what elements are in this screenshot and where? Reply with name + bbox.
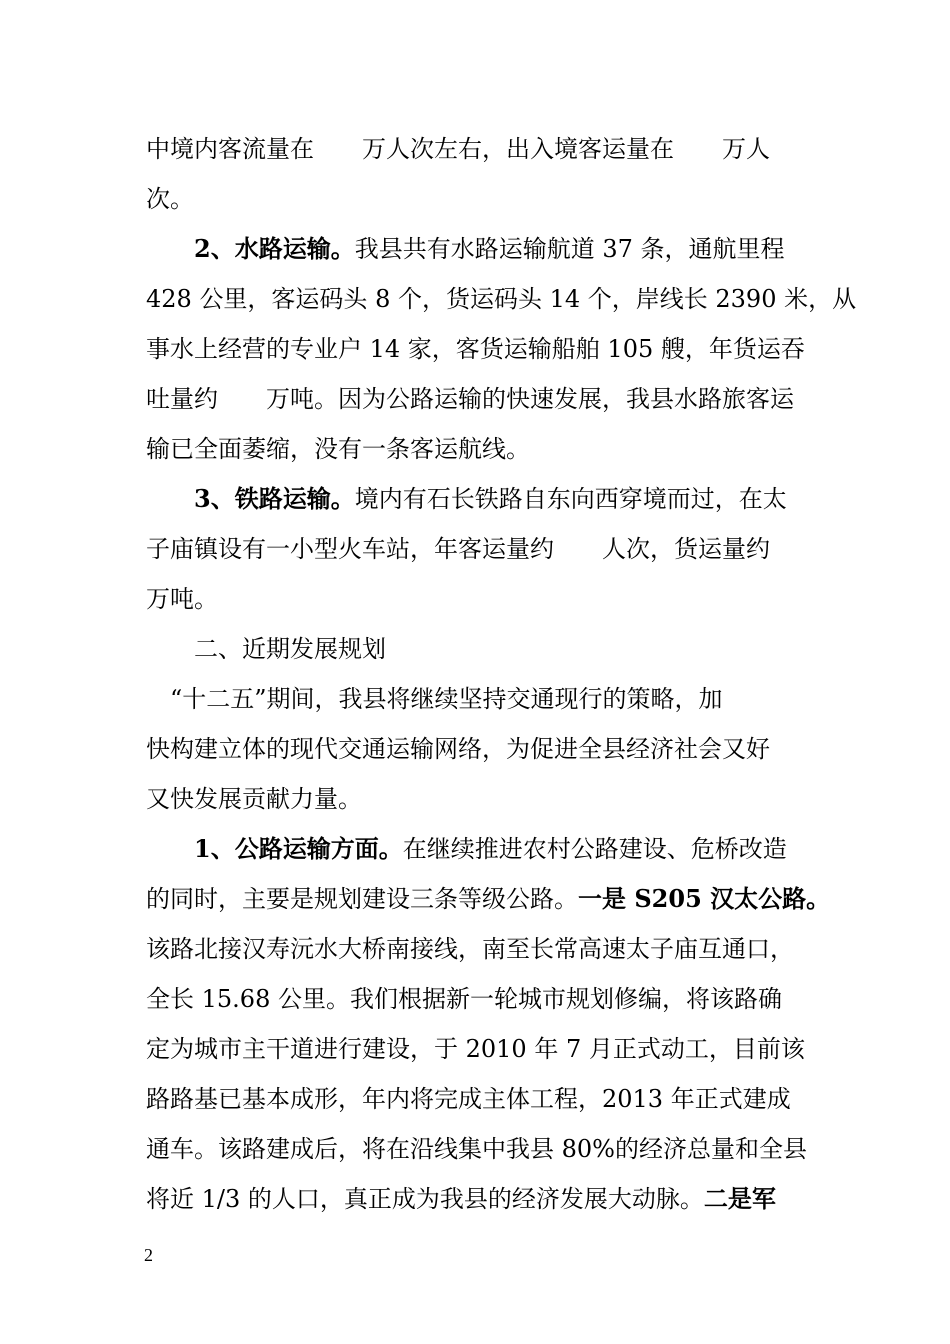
text-line xyxy=(146,724,818,774)
text-run: 定为城市主干道进行建设，于 2010 年 7 月正式动工，目前该 xyxy=(146,1035,805,1063)
text-line xyxy=(146,774,818,824)
text-run: 又快发展贡献力量。 xyxy=(146,785,362,813)
text-run: “十二五”期间，我县将继续坚持交通现行的策略，加 xyxy=(146,685,723,713)
text-line xyxy=(146,524,818,574)
text-line xyxy=(146,424,818,474)
text-line xyxy=(146,224,818,274)
bold-heading-run: 2、水路运输。 xyxy=(194,234,355,263)
text-run: 将近 1/3 的人口，真正成为我县的经济发展大动脉。 xyxy=(146,1185,704,1213)
text-run: 的同时，主要是规划建设三条等级公路。 xyxy=(146,885,578,913)
text-run: 通车。该路建成后，将在沿线集中我县 80%的经济总量和全县 xyxy=(146,1135,807,1163)
text-line xyxy=(146,974,818,1024)
text-line xyxy=(146,374,818,424)
page-number: 2 xyxy=(144,1245,153,1265)
bold-heading-run: 1、公路运输方面。 xyxy=(194,834,403,863)
text-run: 中境内客流量在 万人次左右，出入境客运量在 万人 xyxy=(146,135,770,163)
text-run: 万吨。 xyxy=(146,585,218,613)
text-run: 输已全面萎缩，没有一条客运航线。 xyxy=(146,435,530,463)
text-line xyxy=(146,824,818,874)
text-run: 我县共有水路运输航道 37 条，通航里程 xyxy=(354,235,785,263)
text-run: 路路基已基本成形，年内将完成主体工程，2013 年正式建成 xyxy=(146,1085,791,1113)
text-run xyxy=(146,835,194,863)
text-run: 二、近期发展规划 xyxy=(146,635,386,663)
text-run xyxy=(146,235,194,263)
text-line xyxy=(146,474,818,524)
text-line xyxy=(146,274,857,324)
text-run: 子庙镇设有一小型火车站，年客运量约 人次，货运量约 xyxy=(146,535,770,563)
bold-heading-run: 二是军 xyxy=(703,1184,776,1213)
text-run xyxy=(146,485,194,513)
text-run: 该路北接汉寿沅水大桥南接线，南至长常高速太子庙互通口， xyxy=(146,935,794,963)
bold-heading-run: 3、铁路运输。 xyxy=(194,484,355,513)
text-line xyxy=(146,324,818,374)
text-line xyxy=(146,1174,818,1224)
text-line xyxy=(146,924,818,974)
text-run: 428 公里，客运码头 8 个，货运码头 14 个，岸线长 2390 米，从 xyxy=(146,285,857,313)
text-run: 快构建立体的现代交通运输网络，为促进全县经济社会又好 xyxy=(146,735,770,763)
text-line xyxy=(146,124,818,174)
text-run: 全长 15.68 公里。我们根据新一轮城市规划修编，将该路确 xyxy=(146,985,782,1013)
text-line xyxy=(146,624,818,674)
text-line xyxy=(146,1074,818,1124)
text-line xyxy=(146,174,818,224)
text-run: 在继续推进农村公路建设、危桥改造 xyxy=(402,835,787,863)
text-line xyxy=(146,1124,818,1174)
text-run: 境内有石长铁路自东向西穿境而过，在太 xyxy=(354,485,787,513)
text-line xyxy=(146,1024,818,1074)
text-run: 次。 xyxy=(146,185,194,213)
text-run: 事水上经营的专业户 14 家，客货运输船舶 105 艘，年货运吞 xyxy=(146,335,805,363)
bold-heading-run: 一是 S205 汉太公路。 xyxy=(578,884,831,913)
text-line xyxy=(146,674,818,724)
body-text xyxy=(146,124,857,1224)
text-line xyxy=(146,574,818,624)
text-run: 吐量约 万吨。因为公路运输的快速发展，我县水路旅客运 xyxy=(146,385,794,413)
text-line xyxy=(146,874,831,924)
